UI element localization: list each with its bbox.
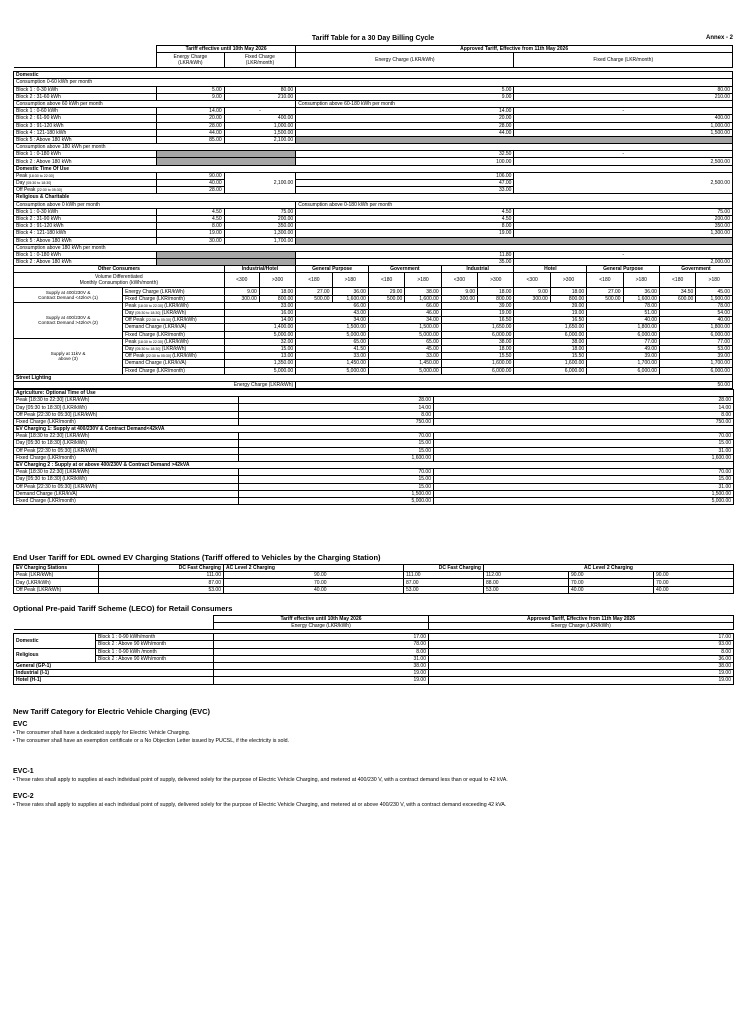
table-row: Day [05:30 to 18:30] (LKR/kWh) 16.00 43.00 46.00 19.00 19.00 51.00 54.00 bbox=[14, 310, 733, 317]
table-row: Supply at 400/230V & Contract Demand >42kVA (2) Peak [18:30 to 22:30] (LKR/kWh) 33.00 66.00 66.00 39.00 39.00 78.00 78.00 bbox=[14, 302, 733, 309]
table-row: General (GP-1) 38.00 38.00 bbox=[14, 662, 734, 669]
religious-title: Religious & Charitable bbox=[14, 194, 733, 201]
table-row: Block 1 : 0-180 kWh 32.50 - bbox=[14, 151, 733, 158]
table-row: Peak [18:30 to 22:30] (LKR/kWh) 70.00 70.00 bbox=[14, 469, 734, 476]
table-row: Off Peak [22:30 to 05:30] (LKR/kWh) 14.00 34.00 34.00 16.50 16.50 40.00 40.00 bbox=[14, 317, 733, 324]
header-row: Tariff effective until 10th May 2026 Approved Tariff, Effective from 11th May 2026 bbox=[14, 46, 733, 53]
table-row: Block 2 : Above 90 kWh/month 78.00 93.00 bbox=[14, 641, 734, 648]
edl-table bbox=[13, 564, 734, 594]
other-consumers-header: Other Consumers Industrial/Hotel General Purpose Government Industrial Hotel General Purpose Government bbox=[14, 266, 733, 273]
table-row: Block 1 : 0-30 kWh 5.00 80.00 5.00 80.00 bbox=[14, 86, 733, 93]
table-row: Fixed Charge (LKR/month) 5,000.00 5,000.00 5,000.00 6,000.00 6,000.00 6,000.00 6,000.00 bbox=[14, 331, 733, 338]
table-row: Fixed Charge (LKR/month) 5,000.00 5,000.00 5,000.00 6,000.00 6,000.00 6,000.00 6,000.00 bbox=[14, 367, 733, 374]
evc-line-2: •The consumer shall have an exemption certificate or a No Objection Letter issued by PUCSL, if the electricity is sold. bbox=[13, 737, 290, 744]
street-title: Street Lighting bbox=[14, 374, 733, 381]
table-row: Day [05:30 to 18:30] (LKR/kWh) 15.00 15.00 bbox=[14, 440, 734, 447]
table-row: Block 3 : 91-120 kWh 28.00 1,000.00 28.00 1,000.00 bbox=[14, 122, 733, 129]
table-row: Block 2 : 61-90 kWh 20.00 400.00 20.00 400.00 bbox=[14, 115, 733, 122]
table-row: Block 1 : 0-30 kWh 4.50 75.00 4.50 75.00 bbox=[14, 208, 733, 215]
table-row: Off Peak [22:30 to 05:30] 28.00 33.00 bbox=[14, 187, 733, 194]
table-row: Religious Block 1 : 0-90 kWh /month 8.00 8.00 bbox=[14, 648, 734, 655]
table-row: Demand Charge (LKR/kVA) 1,350.00 1,450.00 1,450.00 1,600.00 1,600.00 1,700.00 1,700.00 bbox=[14, 360, 733, 367]
table-row: Fixed Charge (LKR/month) 300.00 800.00 500.00 1,600.00 500.00 1,600.00 300.00 800.00 300.00 800.00 500.00 1,600.00 600.00 1,900.00 bbox=[14, 295, 733, 302]
evc1-line: •These rates shall apply to supplies at each individual point of supply, delivered solely for the purpose of Electric Vehicle Charging, and metered at 400/230 V, with a contract demand less than or equal to 42 kVA. bbox=[13, 776, 508, 783]
ev1-title: EV Charging 1: Supply at 400/230V & Contract Demand<42kVA bbox=[14, 426, 734, 433]
table-row: Day [05:30 to 18:30] (LKR/kWh) 14.00 14.00 bbox=[14, 404, 734, 411]
table-row: Block 2 : 31-60 kWh 9.00 210.00 9.00 210.00 bbox=[14, 93, 733, 100]
table-row: Day [05:30 to 18:30] (LKR/kWh) 15.00 41.50 45.00 18.00 18.00 49.00 53.00 bbox=[14, 345, 733, 352]
table-row: Block 5 : Above 180 kWh 85.00 2,100.00 bbox=[14, 136, 733, 143]
ev2-title: EV Charging 2 : Supply at or above 400/230V & Contract Demand >42kVA bbox=[14, 461, 734, 468]
table-row: Block 1 : 0-180 kWh 11.80 - bbox=[14, 251, 733, 258]
volume-row: Volume Differentiated Monthly Consumption (kWh/month) <300 >300 <180 >180 <180 >180 <300 >300 <300 >300 <180 >180 <180 >180 bbox=[14, 273, 733, 288]
edl-title: End User Tariff for EDL owned EV Charging Stations (Tariff offered to Vehicles by the Charging Station) bbox=[13, 553, 381, 563]
table-row: Demand Charge (LKR/kVA) 1,400.00 1,500.00 1,500.00 1,650.00 1,650.00 1,800.00 1,800.00 bbox=[14, 324, 733, 331]
table-row: Industrial (I-1) 19.00 19.00 bbox=[14, 670, 734, 677]
agri-title: Agriculture: Optional Time of Use bbox=[14, 390, 734, 397]
table-row: Block 2 : Above 90 kWh/month 31.00 36.00 bbox=[14, 655, 734, 662]
table-row: Block 5 : Above 180 kWh 30.00 1,700.00 bbox=[14, 237, 733, 244]
table-row: Peak [18:30 to 22:30] (LKR/kWh) 28.00 28.00 bbox=[14, 397, 734, 404]
table-row: Off Peak [22:30 to 05:30] (LKR/kWh) 15.00 31.00 bbox=[14, 447, 734, 454]
evc1-heading: EVC-1 bbox=[13, 767, 34, 775]
table-row: Peak [18:30 to 22:30] (LKR/kWh) 70.00 70.00 bbox=[14, 433, 734, 440]
table-row: Block 1 : 0-60 kWh 14.00 - 14.00 - bbox=[14, 108, 733, 115]
agri-ev-table bbox=[13, 389, 734, 505]
page-title: Tariff Table for a 30 Day Billing Cycle bbox=[311, 35, 435, 42]
table-row: Fixed Charge (LKR/month) 1,600.00 1,600.00 bbox=[14, 454, 734, 461]
table-row: Off Peak (LKR/kWh) 53.00 40.00 53.00 53.00 40.00 40.00 bbox=[14, 586, 734, 593]
table-row: Peak (LKR/kWh) 111.00 90.00 111.00 112.00 90.00 90.00 bbox=[14, 572, 734, 579]
evc-heading: EVC bbox=[13, 720, 28, 728]
table-row: Domestic Block 1 : 0-90 kWh/month 17.00 17.00 bbox=[14, 634, 734, 641]
table-row: Block 3 : 91-120 kWh 8.00 350.00 8.00 350.00 bbox=[14, 223, 733, 230]
table-row: Off Peak [22:30 to 05:30] (LKR/kWh) 15.00 31.00 bbox=[14, 483, 734, 490]
subheader-row: Energy Charge (LKR/kWh) Fixed Charge (LKR/month) Energy Charge (LKR/kWh) Fixed Charge (LKR/month) bbox=[14, 53, 733, 68]
domestic-title: Domestic bbox=[14, 72, 733, 79]
edl-header: EV Charging Stations DC Fast Charging AC Level 2 Charging DC Fast Charging AC Level 2 Charging bbox=[14, 565, 734, 572]
table-row: Peak [18:30 to 22:30] 90.00 2,100.00 106.00 2,500.00 bbox=[14, 172, 733, 179]
table-row: Fixed Charge (LKR/month) 750.00 750.00 bbox=[14, 418, 734, 425]
table-row: Off Peak [22:30 to 05:30] (LKR/kWh) 13.00 33.00 33.00 15.50 15.50 39.00 39.00 bbox=[14, 353, 733, 360]
table-row: Block 2 : Above 180 kWh 35.00 2,000.00 bbox=[14, 259, 733, 266]
prepaid-table: Tariff effective until 10th May 2026 Approved Tariff, Effective from 11th May 2026 Energy Charge (LKR/kWh) Energy Charge (LKR/kWh) Domestic Block 1 : 0-90 kWh/month 17.00 17.00 Block 2 : Above 90 kWh/month 78.00 93.00 Religious Block 1 : 0-90 kWh /month 8.00 8.00 Block 2 : Above 90 kWh/month 31.00 36.00 General (GP-1) 38.00 38.00 Industrial (I-1) 19.00 19.00 Hotel (H-1) 19.00 19.00 bbox=[13, 615, 734, 685]
evc-title: New Tariff Category for Electric Vehicle Charging (EVC) bbox=[13, 706, 210, 716]
main-tariff-table: Tariff effective until 10th May 2026 Approved Tariff, Effective from 11th May 2026 Energy Charge (LKR/kWh) Fixed Charge (LKR/month) Energy Charge (LKR/kWh) Fixed Charge (LKR/month) Domestic Consumption 0-60 kWh per month Block 1 : 0-30 kWh 5.00 80.00 5.00 80.00 Block 2 : 31-60 kWh 9.00 210.00 9.00 210.00 Consumption above 60 kWh per month Consumption above 60-180 kWh per month Block 1 : 0-60 kWh 14.00 - 14.00 - Block 2 : 61-90 kWh 20.00 400.00 20.00 400.00 Block 3 : 91-120 kWh 28.00 1,000.00 28.00 1,000.00 Block 4 : 121-180 kWh 44.00 1,500.00 44.00 1,500.00 Block 5 : Above 180 kWh 85.00 2,100.00 Consumption above 180 kWh per month Block 1 : 0-180 kWh 32.50 - Block 2 : Above 180 kWh 100.00 2,500.00 Domestic Time Of Use Peak [18:30 to 22:30] 90.00 2,100.00 106.00 2,500.00 Day [05:30 to 18:30] 40.00 47.00 Off Peak [22:30 to 05:30] 28.00 33.00 Religious & Charitable Consumption above 0 kWh per month Consumption above 0-180 kWh per month Block 1 : 0-30 kWh 4.50 75.00 4.50 75.00 Block 2 : 31-90 kWh 4.50 200.00 4.50 200.00 Block 3 : 91-120 kWh 8.00 350.00 8.00 350.00 Block 4 : 121-180 kWh 19.00 1,300.00 19.00 1,300.00 Block 5 : Above 180 kWh 30.00 1,700.00 Consumption above 180 kWh per month Block 1 : 0-180 kWh 11.80 - Block 2 : Above 180 kWh 35.00 2,000.00 Other Consumers Industrial/Hotel General Purpose Government Industrial Hotel General Purpose Government Volume Differentiated Monthly Consumption (kWh/month) <300 >300 <180 >180 <180 >180 <300 >300 <300 >300 <180 >180 <180 >180 Supply at 400/230V & Contract Demand <42kVA (1) Energy Charge (LKR/kWh) 9.00 18.00 27.00 36.00 29.00 38.00 9.00 18.00 9.00 18.00 27.00 36.00 34.50 45.00 Fixed Charge (LKR/month) 300.00 800.00 500.00 1,600.00 500.00 1,600.00 300.00 800.00 300.00 800.00 500.00 1,600.00 600.00 1,900.00 Supply at 400/230V & Contract Demand >42kVA (2) Peak [18:30 to 22:30] (LKR/kWh) 33.00 66.00 66.00 39.00 39.00 78.00 78.00 Day [05:30 to 18:30] (LKR/kWh) 16.00 43.00 46.00 19.00 19.00 51.00 54.00 Off Peak [22:30 to 05:30] (LKR/kWh) 14.00 34.00 34.00 16.50 16.50 40.00 40.00 Demand Charge (LKR/kVA) 1,400.00 1,500.00 1,500.00 1,650.00 1,650.00 1,800.00 1,800.00 Fixed Charge (LKR/month) 5,000.00 5,000.00 5,000.00 6,000.00 6,000.00 6,000.00 6,000.00 Supply at 11kV & above (3) Peak [18:30 to 22:30] (LKR/kWh) 32.00 65.00 65.00 38.00 38.00 77.00 77.00 Day [05:30 to 18:30] (LKR/kWh) 15.00 41.50 45.00 18.00 18.00 49.00 53.00 Off Peak [22:30 to 05:30] (LKR/kWh) 13.00 33.00 33.00 15.50 15.50 39.00 39.00 Demand Charge (LKR/kVA) 1,350.00 1,450.00 1,450.00 1,600.00 1,600.00 1,700.00 1,700.00 Fixed Charge (LKR/month) 5,000.00 5,000.00 5,000.00 6,000.00 6,000.00 6,000.00 6,000.00 Street Lighting Energy Charge (LKR/kWh) 50.00 bbox=[13, 45, 733, 389]
table-row: Off Peak [22:30 to 05:30] (LKR/kWh) 8.00 8.00 bbox=[14, 411, 734, 418]
table-row: Block 2 : 31-90 kWh 4.50 200.00 4.50 200.00 bbox=[14, 215, 733, 222]
table-row: Day [05:30 to 18:30] 40.00 47.00 bbox=[14, 180, 733, 187]
table-row: Block 4 : 121-180 kWh 44.00 1,500.00 44.00 1,500.00 bbox=[14, 129, 733, 136]
tariff-sheet bbox=[13, 35, 733, 808]
annex-label: Annex - 2 bbox=[705, 35, 733, 41]
evc2-line: •These rates shall apply to supplies at each individual point of supply, delivered solely for the purpose of Electric Vehicle Charging, and metered at or above 400/230 V, with a contract demand exceeding 42 kVA. bbox=[13, 801, 507, 808]
table-row: Supply at 400/230V & Contract Demand <42kVA (1) Energy Charge (LKR/kWh) 9.00 18.00 27.00 36.00 29.00 38.00 9.00 18.00 9.00 18.00 27.00 36.00 34.50 45.00 bbox=[14, 288, 733, 295]
evc2-heading: EVC-2 bbox=[13, 792, 34, 800]
table-row: Supply at 11kV & above (3) Peak [18:30 to 22:30] (LKR/kWh) 32.00 65.00 65.00 38.00 38.00 77.00 77.00 bbox=[14, 338, 733, 345]
prepaid-title: Optional Pre-paid Tariff Scheme (LECO) for Retail Consumers bbox=[13, 603, 233, 613]
table-row: Demand Charge (LKR/kVA) 1,500.00 1,500.00 bbox=[14, 490, 734, 497]
table-row: Block 2 : Above 180 kWh 100.00 2,500.00 bbox=[14, 158, 733, 165]
table-row: Hotel (H-1) 19.00 19.00 bbox=[14, 677, 734, 684]
table-row: Block 4 : 121-180 kWh 19.00 1,300.00 19.00 1,300.00 bbox=[14, 230, 733, 237]
table-row: Day [05:30 to 18:30] (LKR/kWh) 15.00 15.00 bbox=[14, 476, 734, 483]
table-row: Fixed Charge (LKR/month) 5,000.00 5,000.00 bbox=[14, 497, 734, 504]
table-row: Energy Charge (LKR/kWh) 50.00 bbox=[14, 381, 733, 388]
table-row: Day (LKR/kWh) 87.00 70.00 87.00 88.00 70.00 70.00 bbox=[14, 579, 734, 586]
evc-line-1: •The consumer shall have a dedicated supply for Electric Vehicle Charging. bbox=[13, 729, 191, 736]
